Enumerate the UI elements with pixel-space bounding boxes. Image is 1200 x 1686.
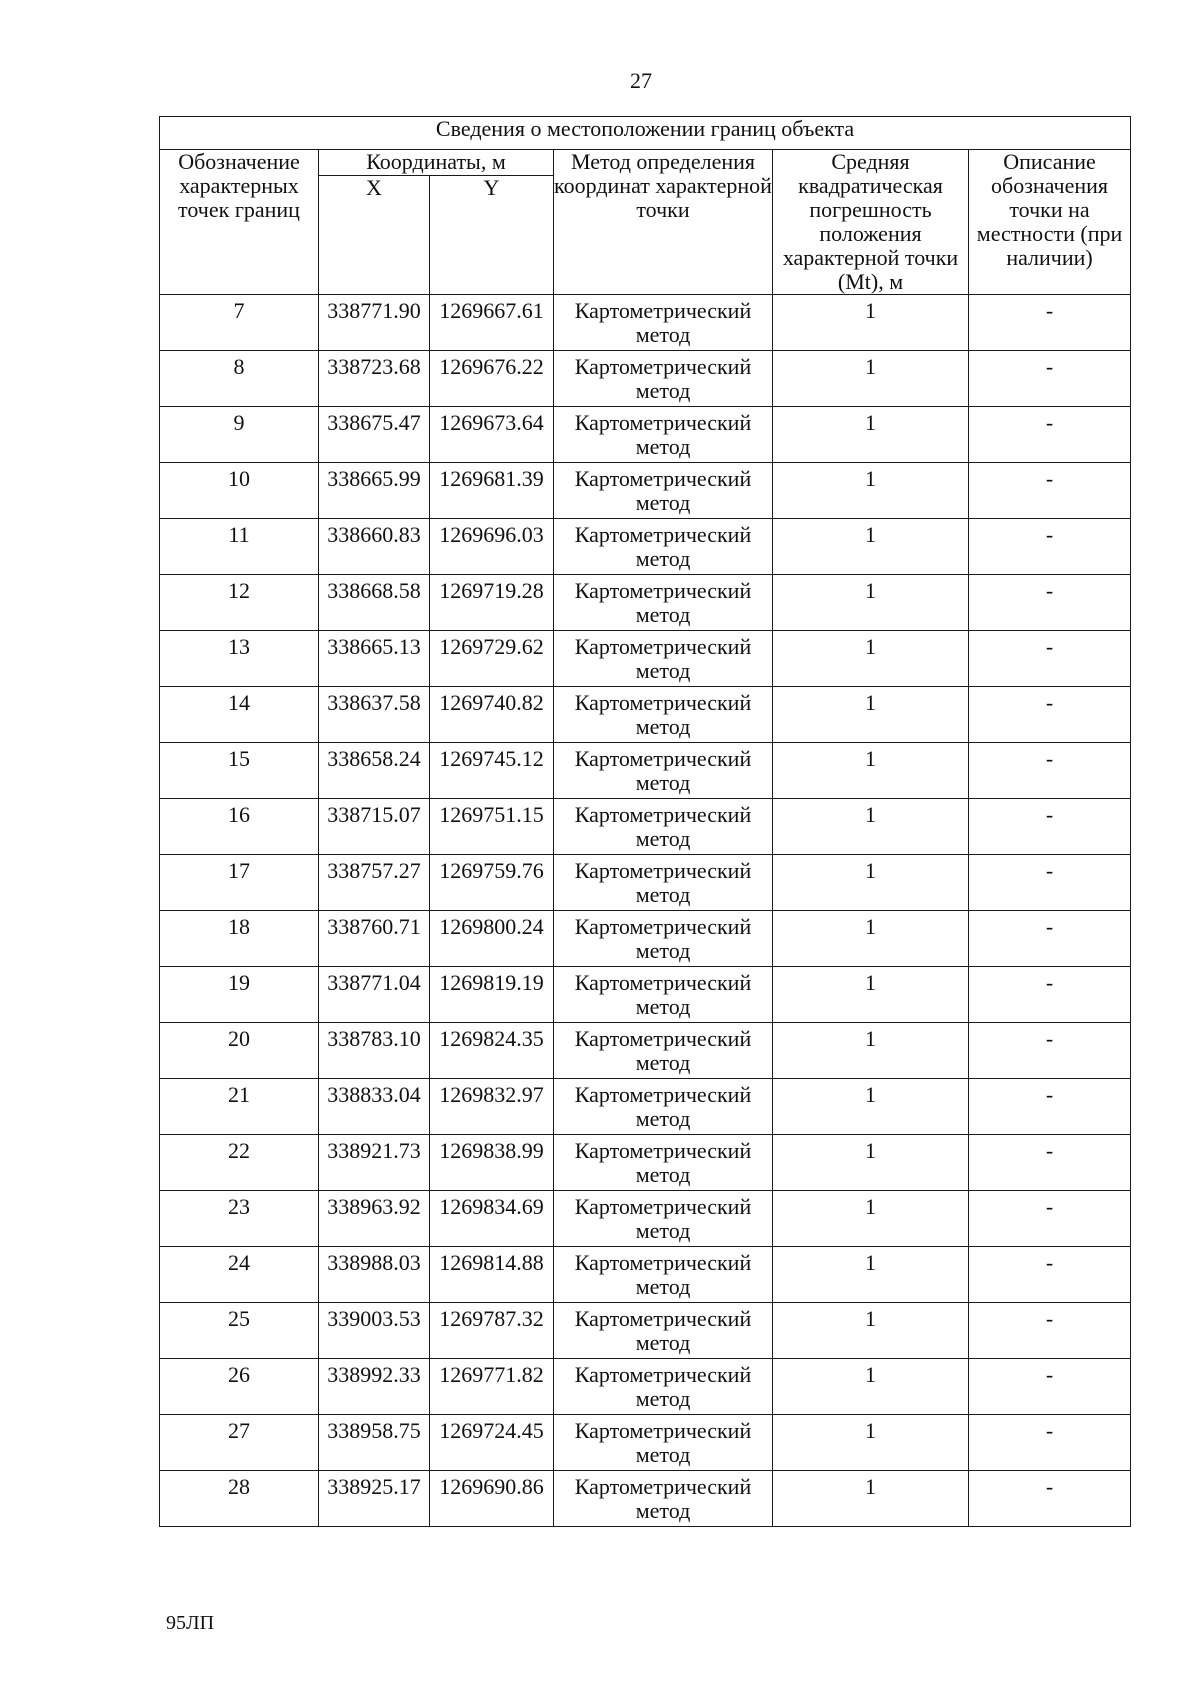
cell-mean-error: 1 [773,351,969,407]
cell-description: - [969,407,1131,463]
table-row [160,295,1131,351]
cell-y: 1269676.22 [430,351,554,407]
cell-x: 338833.04 [319,1079,430,1135]
cell-y: 1269751.15 [430,799,554,855]
cell-description: - [969,1359,1131,1415]
table-row [160,1415,1131,1471]
cell-description: - [969,687,1131,743]
cell-point-number: 16 [160,799,319,855]
cell-y: 1269740.82 [430,687,554,743]
cell-description: - [969,351,1131,407]
cell-x: 338925.17 [319,1471,430,1527]
cell-description: - [969,575,1131,631]
cell-point-number: 9 [160,407,319,463]
cell-mean-error: 1 [773,1471,969,1527]
cell-y: 1269814.88 [430,1247,554,1303]
cell-method: Картометрический метод [554,463,773,519]
cell-mean-error: 1 [773,687,969,743]
cell-description: - [969,1023,1131,1079]
cell-y: 1269834.69 [430,1191,554,1247]
header-coordinates: Координаты, м [319,150,554,176]
cell-point-number: 11 [160,519,319,575]
cell-point-number: 22 [160,1135,319,1191]
cell-mean-error: 1 [773,911,969,967]
cell-x: 338771.90 [319,295,430,351]
cell-x: 338988.03 [319,1247,430,1303]
cell-y: 1269696.03 [430,519,554,575]
table-caption: Сведения о местоположении границ объекта [160,117,1131,150]
cell-mean-error: 1 [773,1023,969,1079]
cell-y: 1269719.28 [430,575,554,631]
table-row [160,743,1131,799]
cell-mean-error: 1 [773,463,969,519]
cell-mean-error: 1 [773,1415,969,1471]
cell-mean-error: 1 [773,1359,969,1415]
cell-point-number: 17 [160,855,319,911]
cell-description: - [969,1303,1131,1359]
cell-method: Картометрический метод [554,687,773,743]
cell-y: 1269745.12 [430,743,554,799]
cell-method: Картометрический метод [554,911,773,967]
page-number: 27 [630,68,652,93]
cell-y: 1269819.19 [430,967,554,1023]
cell-point-number: 23 [160,1191,319,1247]
cell-y: 1269724.45 [430,1415,554,1471]
footer-code: 95ЛП [166,1612,215,1634]
cell-method: Картометрический метод [554,1135,773,1191]
cell-x: 338921.73 [319,1135,430,1191]
header-method: Метод определения координат характерной точки [554,150,773,295]
cell-x: 338665.99 [319,463,430,519]
cell-method: Картометрический метод [554,1359,773,1415]
cell-method: Картометрический метод [554,295,773,351]
boundary-points-table [159,116,1131,1527]
cell-mean-error: 1 [773,967,969,1023]
cell-x: 338771.04 [319,967,430,1023]
cell-point-number: 21 [160,1079,319,1135]
cell-description: - [969,1415,1131,1471]
cell-y: 1269729.62 [430,631,554,687]
cell-y: 1269771.82 [430,1359,554,1415]
cell-method: Картометрический метод [554,575,773,631]
cell-description: - [969,1247,1131,1303]
table-row [160,687,1131,743]
cell-point-number: 28 [160,1471,319,1527]
cell-method: Картометрический метод [554,1079,773,1135]
table-row [160,1023,1131,1079]
header-y: Y [430,176,554,295]
table-row [160,1135,1131,1191]
table-row [160,519,1131,575]
cell-x: 338783.10 [319,1023,430,1079]
cell-description: - [969,855,1131,911]
cell-y: 1269759.76 [430,855,554,911]
cell-description: - [969,967,1131,1023]
cell-method: Картометрический метод [554,1415,773,1471]
cell-point-number: 26 [160,1359,319,1415]
cell-description: - [969,911,1131,967]
table-row [160,855,1131,911]
header-x: X [319,176,430,295]
cell-point-number: 14 [160,687,319,743]
table-row [160,1191,1131,1247]
table-row [160,911,1131,967]
cell-mean-error: 1 [773,407,969,463]
cell-description: - [969,1079,1131,1135]
table-row [160,1247,1131,1303]
cell-method: Картометрический метод [554,855,773,911]
cell-x: 338658.24 [319,743,430,799]
table-row [160,407,1131,463]
cell-point-number: 10 [160,463,319,519]
cell-x: 338665.13 [319,631,430,687]
cell-point-number: 27 [160,1415,319,1471]
cell-x: 338757.27 [319,855,430,911]
cell-x: 338637.58 [319,687,430,743]
table-row [160,631,1131,687]
header-mean-error: Средняя квадратическая погрешность положения характерной точки (Mt), м [773,150,969,295]
cell-x: 338715.07 [319,799,430,855]
cell-x: 338660.83 [319,519,430,575]
table-row [160,799,1131,855]
cell-point-number: 18 [160,911,319,967]
boundary-table-container [159,116,1130,1527]
table-row [160,1079,1131,1135]
cell-method: Картометрический метод [554,799,773,855]
header-description: Описание обозначения точки на местности (при наличии) [969,150,1131,295]
cell-mean-error: 1 [773,743,969,799]
cell-x: 338675.47 [319,407,430,463]
table-row [160,1303,1131,1359]
cell-mean-error: 1 [773,1303,969,1359]
cell-mean-error: 1 [773,631,969,687]
cell-x: 338958.75 [319,1415,430,1471]
cell-mean-error: 1 [773,295,969,351]
cell-y: 1269832.97 [430,1079,554,1135]
cell-method: Картометрический метод [554,1303,773,1359]
cell-method: Картометрический метод [554,519,773,575]
cell-description: - [969,519,1131,575]
header-point-designation: Обозначение характерных точек границ [160,150,319,295]
cell-description: - [969,799,1131,855]
cell-mean-error: 1 [773,855,969,911]
cell-point-number: 8 [160,351,319,407]
table-row [160,1359,1131,1415]
cell-y: 1269690.86 [430,1471,554,1527]
cell-point-number: 20 [160,1023,319,1079]
cell-description: - [969,1191,1131,1247]
cell-method: Картометрический метод [554,1023,773,1079]
cell-mean-error: 1 [773,519,969,575]
cell-method: Картометрический метод [554,407,773,463]
cell-description: - [969,1471,1131,1527]
table-row [160,967,1131,1023]
cell-mean-error: 1 [773,799,969,855]
table-row [160,351,1131,407]
cell-y: 1269681.39 [430,463,554,519]
cell-y: 1269800.24 [430,911,554,967]
cell-description: - [969,743,1131,799]
cell-point-number: 13 [160,631,319,687]
table-row [160,575,1131,631]
cell-y: 1269787.32 [430,1303,554,1359]
table-body [160,295,1131,1527]
cell-method: Картометрический метод [554,1247,773,1303]
cell-x: 338992.33 [319,1359,430,1415]
cell-mean-error: 1 [773,1247,969,1303]
cell-point-number: 7 [160,295,319,351]
cell-description: - [969,631,1131,687]
cell-y: 1269667.61 [430,295,554,351]
cell-method: Картометрический метод [554,631,773,687]
cell-description: - [969,463,1131,519]
cell-mean-error: 1 [773,575,969,631]
cell-description: - [969,295,1131,351]
cell-y: 1269673.64 [430,407,554,463]
cell-x: 339003.53 [319,1303,430,1359]
cell-x: 338963.92 [319,1191,430,1247]
cell-mean-error: 1 [773,1191,969,1247]
cell-method: Картометрический метод [554,967,773,1023]
cell-point-number: 25 [160,1303,319,1359]
cell-mean-error: 1 [773,1135,969,1191]
cell-x: 338668.58 [319,575,430,631]
cell-y: 1269838.99 [430,1135,554,1191]
cell-y: 1269824.35 [430,1023,554,1079]
cell-x: 338760.71 [319,911,430,967]
cell-x: 338723.68 [319,351,430,407]
cell-point-number: 24 [160,1247,319,1303]
cell-mean-error: 1 [773,1079,969,1135]
table-row [160,463,1131,519]
cell-point-number: 15 [160,743,319,799]
cell-method: Картометрический метод [554,351,773,407]
cell-description: - [969,1135,1131,1191]
cell-method: Картометрический метод [554,1191,773,1247]
cell-method: Картометрический метод [554,743,773,799]
cell-point-number: 19 [160,967,319,1023]
table-row [160,1471,1131,1527]
cell-method: Картометрический метод [554,1471,773,1527]
cell-point-number: 12 [160,575,319,631]
